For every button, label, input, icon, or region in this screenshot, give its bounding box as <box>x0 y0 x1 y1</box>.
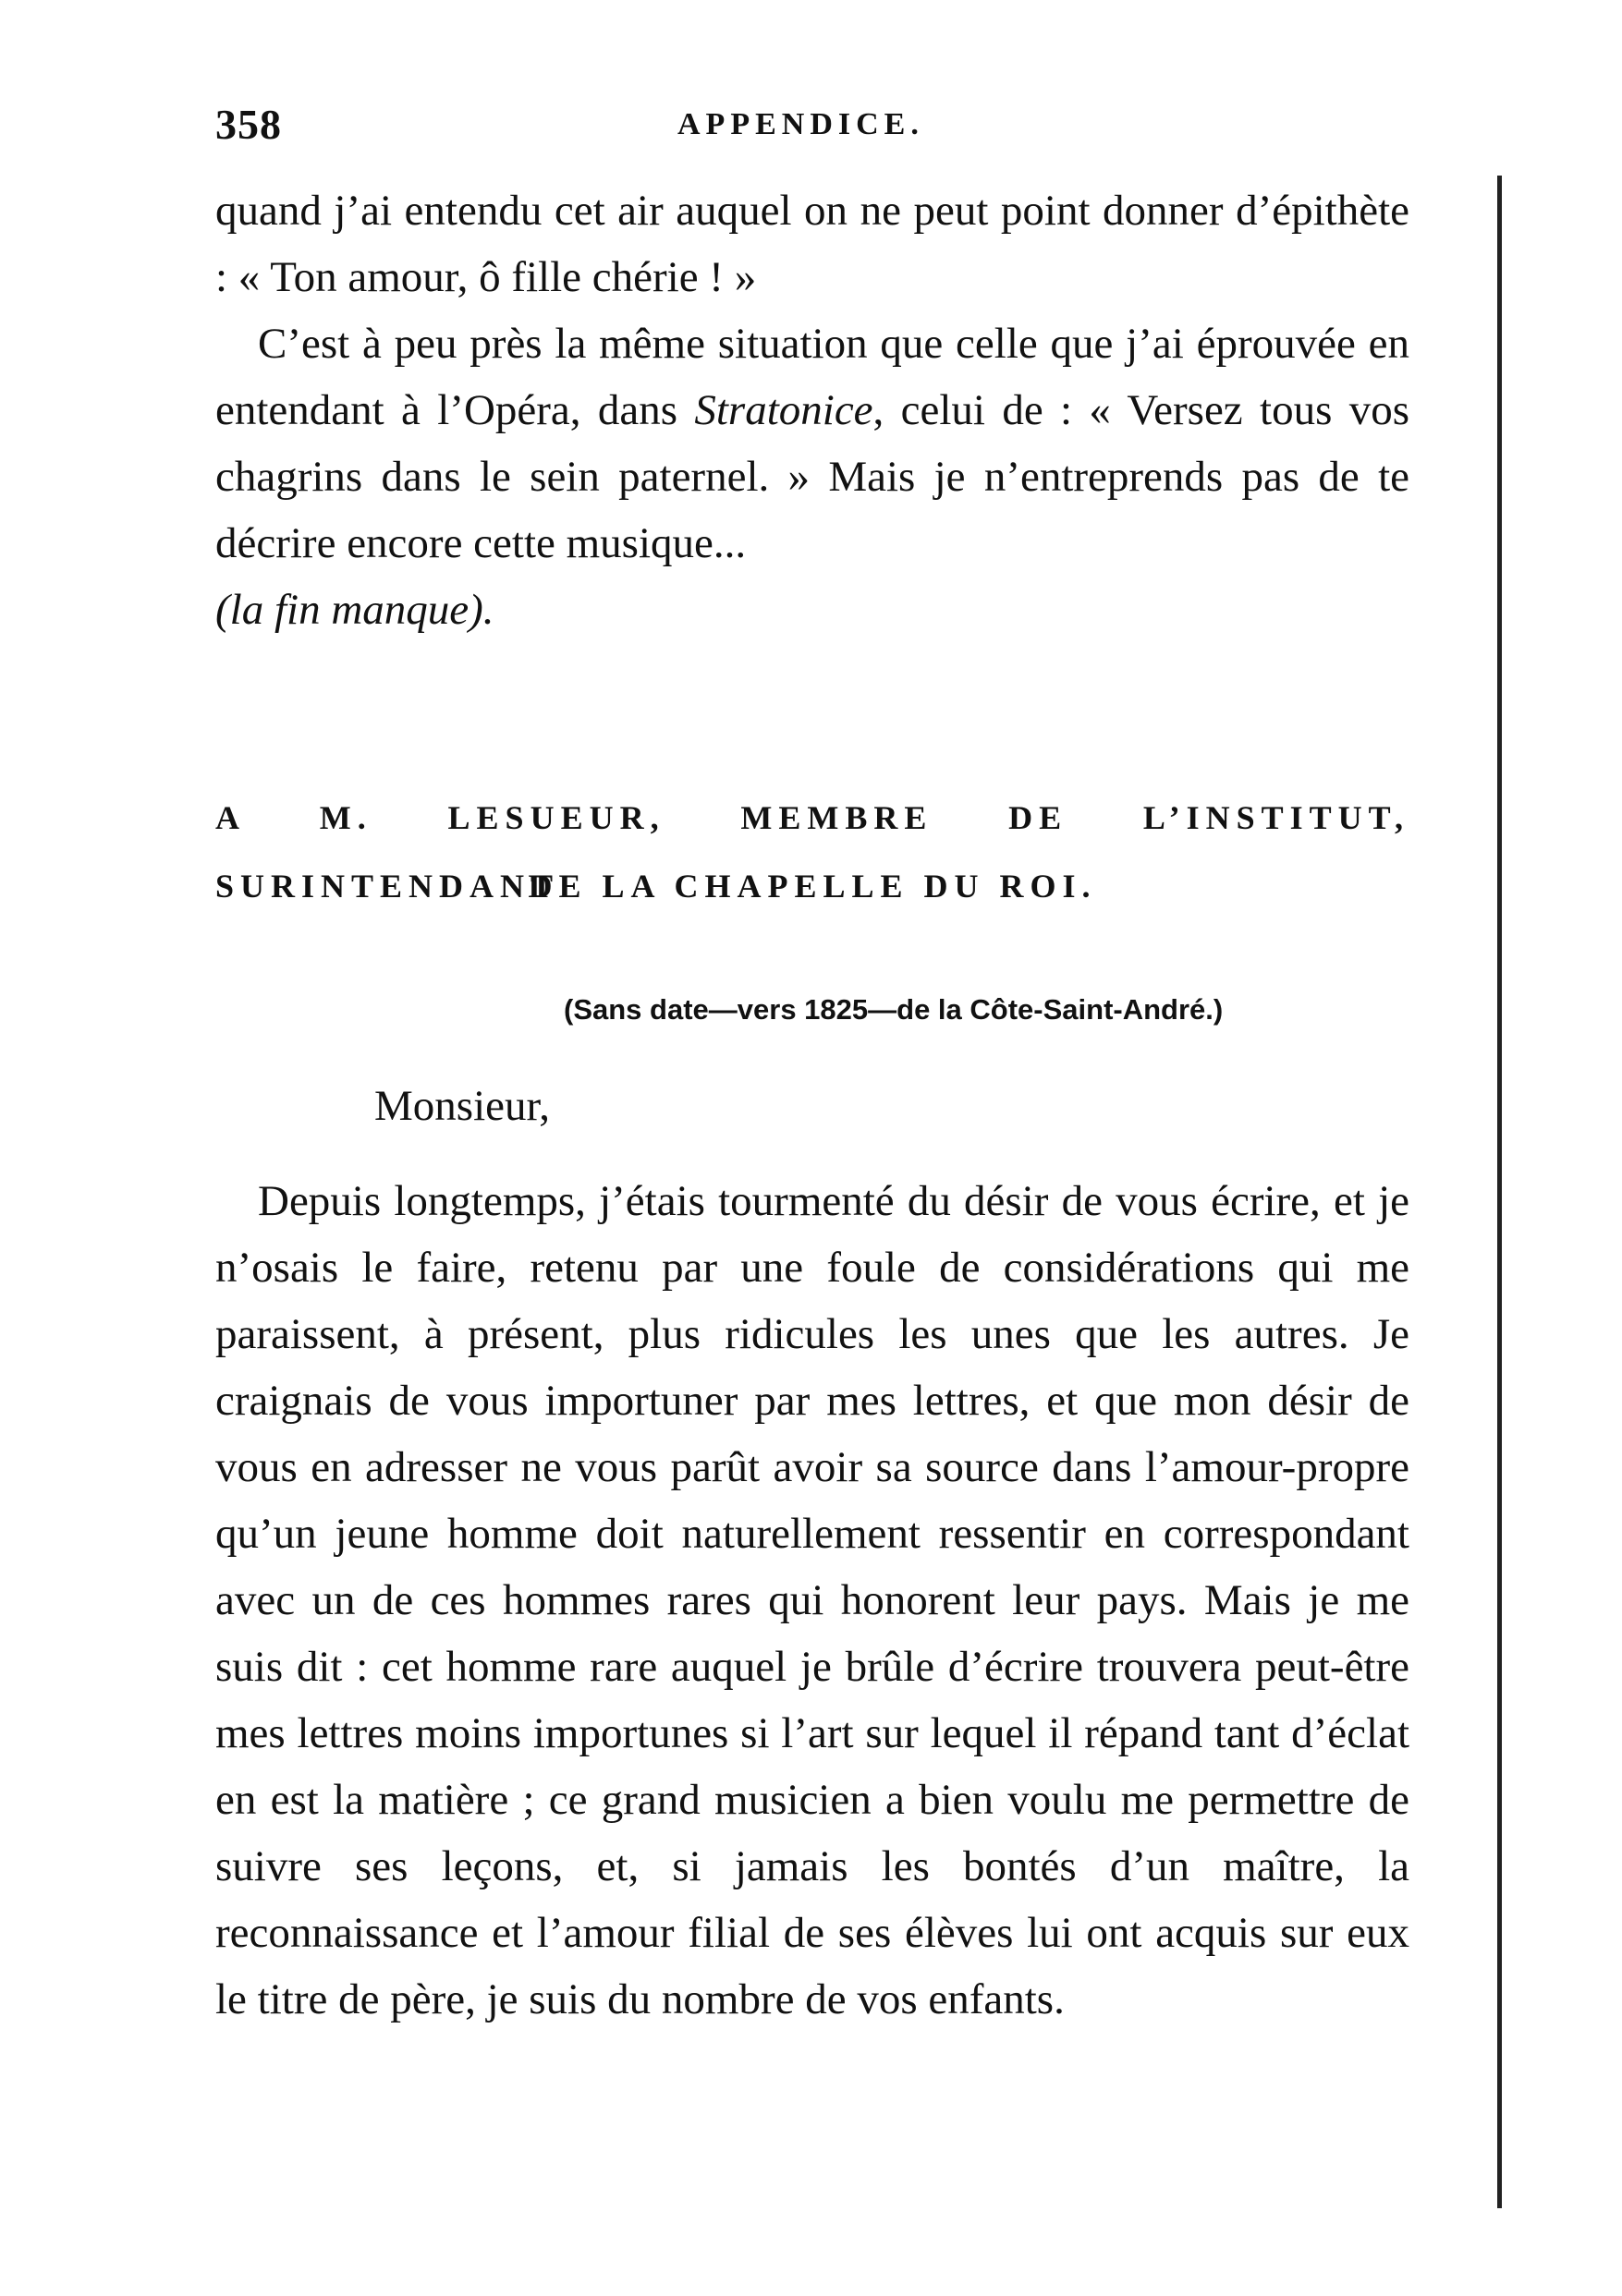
letter-heading-line-2: DE LA CHAPELLE DU ROI. <box>528 868 1097 905</box>
continuation-text-1: quand j’ai entendu cet air auquel on ne peut point donner d’épithète : « Ton amour, ô fille chérie ! » <box>215 187 1409 301</box>
letter-body <box>215 1168 1409 2033</box>
letter-heading-line-1: A M. LESUEUR, MEMBRE DE L’INSTITUT, SURINTENDANT <box>215 799 1409 905</box>
page-number: 358 <box>215 101 282 148</box>
continuation-text-2 <box>215 310 1409 577</box>
continuation-paragraph-1 <box>215 177 1409 310</box>
opera-title: Stratonice <box>694 386 873 434</box>
letter-dateline: (Sans date—vers 1825—de la Côte-Saint-André.) <box>564 993 1224 1026</box>
letter-salutation: Monsieur, <box>374 1082 551 1130</box>
letter-body-text: Depuis longtemps, j’étais tourmenté du désir de vous écrire, et je n’osais le faire, retenu par une foule de considérations qui me paraissent, à présent, plus ridicules les unes que les autres. Je craignais de vous importuner par mes lettres, et que mon désir de vous en adresser ne vous parût avoir sa source dans l’amour-propre qu’un jeune homme doit naturellement ressentir en correspondant avec un de ces hommes rares qui honorent leur pays. Mais je me suis dit : cet homme rare auquel je brûle d’écrire trouvera peut-être mes lettres moins importunes si l’art sur lequel il répand tant d’éclat en est la matière ; ce grand musicien a bien voulu me permettre de suivre ses leçons, et, si jamais les bontés d’un maître, la reconnaissance et l’amour filial de ses élèves lui ont acquis sur eux le titre de père, je suis du nombre de vos enfants. <box>215 1177 1409 2023</box>
continuation-text-2-start: C’est à peu près la même situation que celle que j’ai éprouvée en entendant à l’Opéra, dans <box>215 320 1409 434</box>
running-head <box>215 100 1409 155</box>
running-title: APPENDICE. <box>677 107 924 141</box>
continuation-paragraph-2 <box>215 310 1409 643</box>
continuation-text-2-end: , celui de : « Versez tous vos chagrins dans le sein paternel. » Mais je n’entreprends pas de te décrire encore cette musique... <box>215 386 1409 567</box>
editorial-note: (la fin manque). <box>215 586 494 634</box>
page-edge-rule <box>1497 176 1502 2208</box>
